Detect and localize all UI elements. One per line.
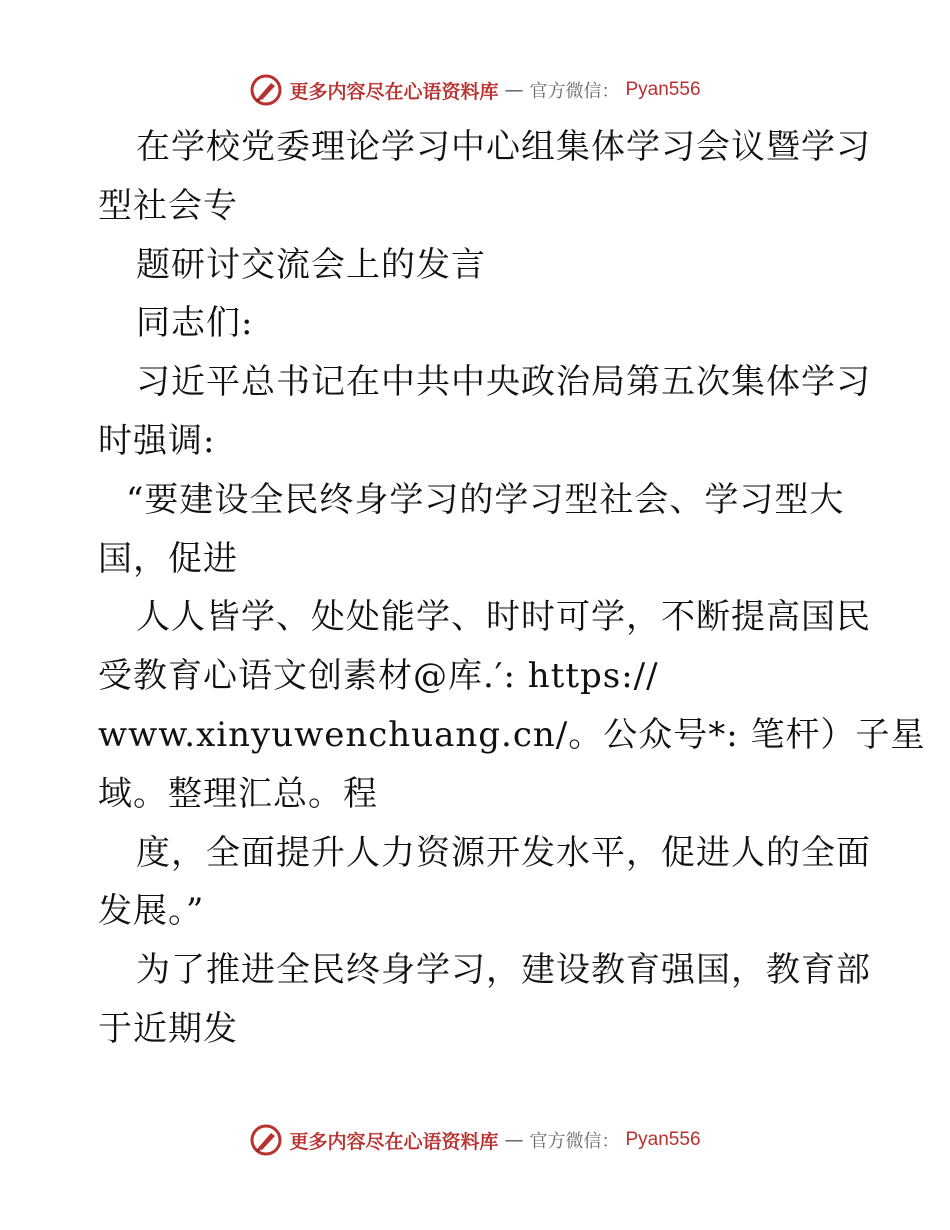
footer-watermark: [0, 1120, 950, 1160]
header-watermark: [0, 70, 950, 110]
doc-line: 同志们:: [136, 303, 254, 344]
doc-line: 时强调:: [98, 420, 216, 461]
pen-circle-logo-icon: [249, 73, 283, 107]
doc-line: 受教育心语文创素材@库.′: https://: [98, 656, 659, 697]
doc-line: 国，促进: [98, 538, 238, 579]
watermark-dash: —: [504, 1129, 524, 1151]
doc-line: 度，全面提升人力资源开发水平，促进人的全面: [136, 832, 871, 873]
doc-line: 题研讨交流会上的发言: [136, 244, 486, 285]
watermark-secondary-text: 官方微信：: [529, 81, 620, 102]
doc-line: “要建设全民终身学习的学习型社会、学习型大: [126, 479, 845, 520]
watermark-dash: —: [504, 79, 524, 101]
watermark-main-text: 更多内容尽在心语资料库: [289, 1130, 499, 1153]
pen-circle-logo-icon: [249, 1123, 283, 1157]
watermark-secondary-text: 官方微信：: [529, 1131, 620, 1152]
watermark-wechat-id: Pyan556: [625, 79, 701, 100]
doc-line: 域。整理汇总。程: [98, 773, 378, 814]
doc-line: 人人皆学、处处能学、时时可学，不断提高国民: [136, 597, 871, 638]
doc-line: 于近期发: [98, 1008, 238, 1049]
doc-line: 型社会专: [98, 185, 238, 226]
watermark-main-text: 更多内容尽在心语资料库: [289, 80, 499, 103]
doc-line: 在学校党委理论学习中心组集体学习会议暨学习: [136, 127, 871, 167]
doc-line: 为了推进全民终身学习，建设教育强国，教育部: [136, 950, 871, 991]
watermark-wechat-id: Pyan556: [625, 1129, 701, 1150]
doc-line: www.xinyuwenchuang.cn/。公众号*: 笔杆）子星: [98, 714, 926, 755]
doc-line: 习近平总书记在中共中央政治局第五次集体学习: [136, 362, 871, 403]
document-body: [98, 118, 926, 1059]
doc-line: 发展。”: [98, 891, 205, 932]
